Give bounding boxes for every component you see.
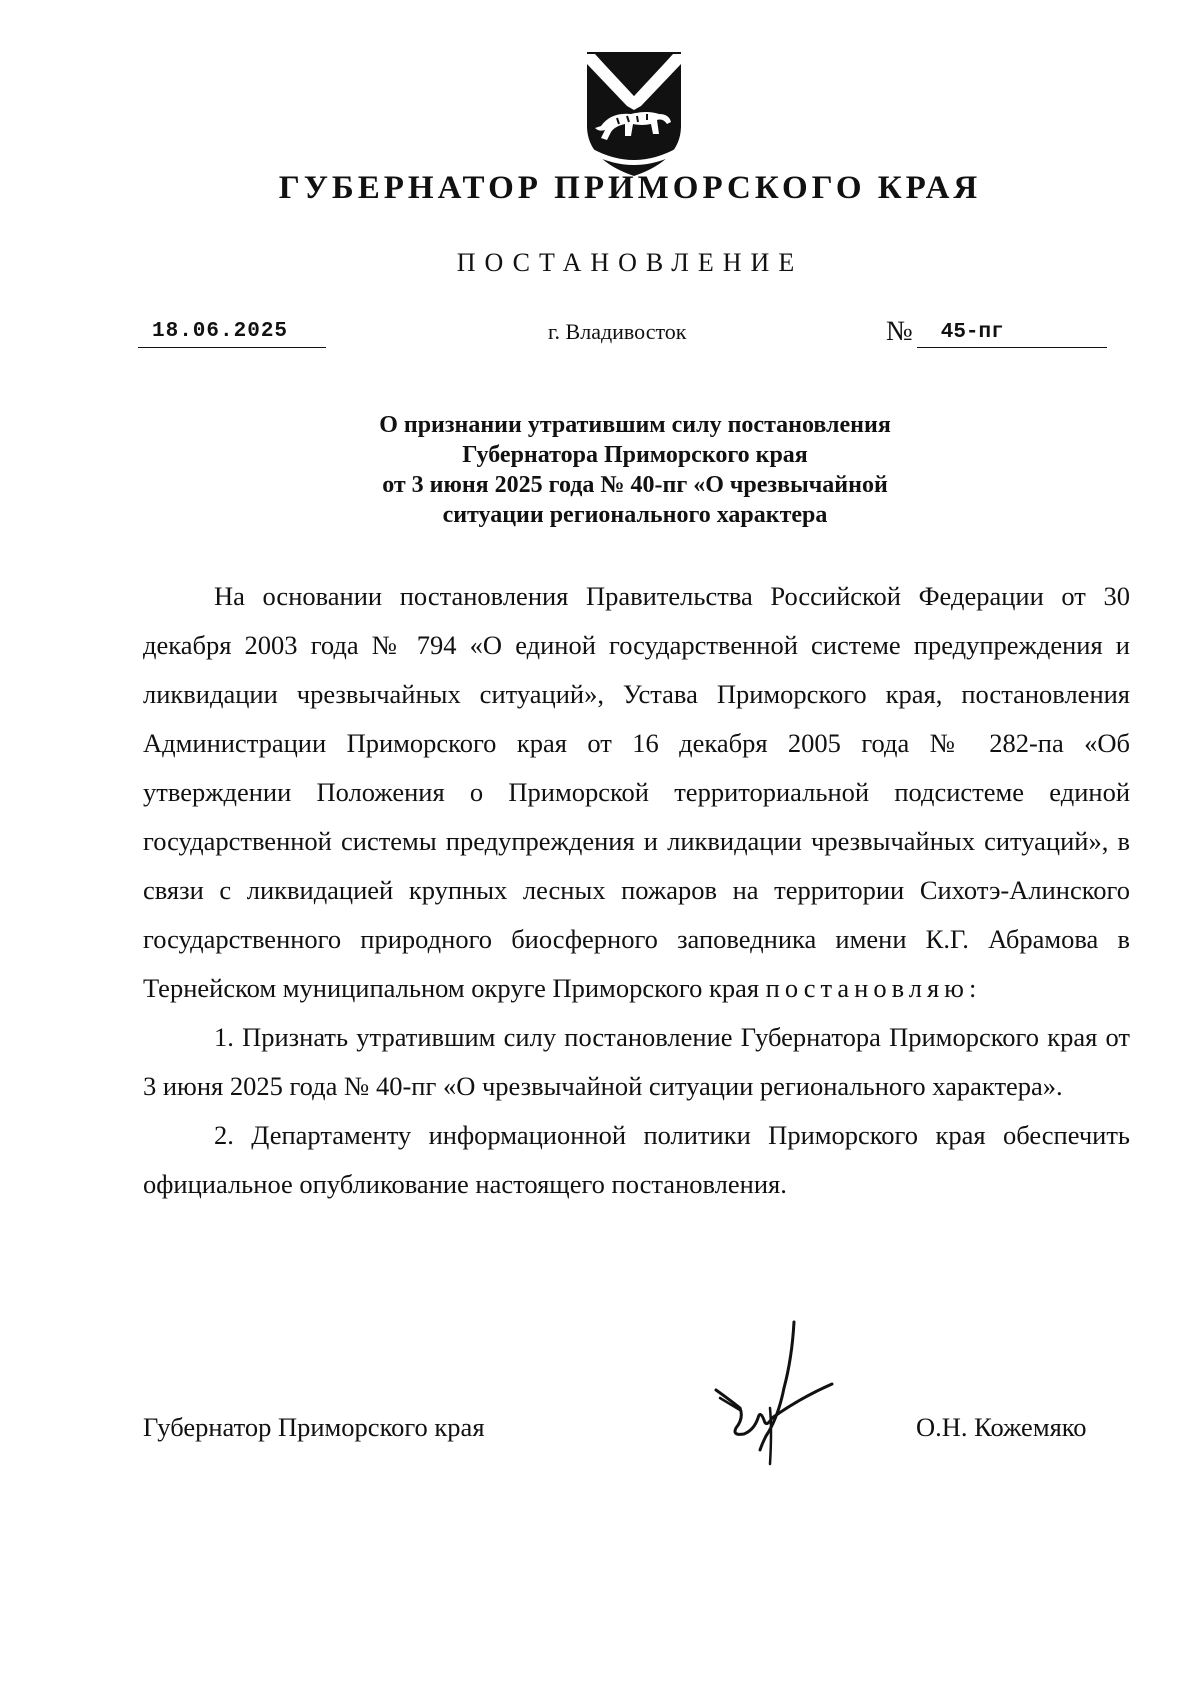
document-body bbox=[143, 572, 1130, 1209]
signatory-position: Губернатор Приморского края bbox=[143, 1412, 485, 1442]
resolve-colon: : bbox=[968, 973, 977, 1003]
item-paragraph: 2. Департаменту информационной политики Приморского края обеспечить официальное опубликование настоящего постановления. bbox=[143, 1120, 1130, 1199]
subject-line: ситуации регионального характера bbox=[442, 502, 828, 528]
preamble-text: На основании постановления Правительства Российской Федерации от 30 декабря 2003 года № 794 «О единой государственной системе предупреждения и ликвидации чрезвычайных ситуаций», Устава Приморского края, постановления Администрации Приморского края от 16 декабря 2005 года № 282-па «Об утверждении Положения о Приморской территориальной подсистеме единой государственной системы предупреждения и ликвидации чрезвычайных ситуаций», в связи с ликвидацией крупных лесных пожаров на территории Сихотэ-Алинского государственного природного биосферного заповедника имени К.Г. Абрамова в Тернейском муниципальном округе Приморского края bbox=[143, 581, 1130, 1003]
subject-line: от 3 июня 2025 года № 40-пг «О чрезвычайной bbox=[382, 472, 888, 498]
document-date: 18.06.2025 bbox=[138, 318, 326, 348]
subject-line: Губернатора Приморского края bbox=[462, 442, 808, 468]
item-paragraph: 1. Признать утратившим силу постановление Губернатора Приморского края от 3 июня 2025 года № 40-пг «О чрезвычайной ситуации регионального характера». bbox=[143, 1022, 1130, 1101]
primorsky-krai-coat-of-arms-icon bbox=[581, 48, 687, 180]
document-number: 45-пг bbox=[917, 319, 1107, 348]
document-number-block bbox=[886, 312, 1107, 348]
signatory-name: О.Н. Кожемяко bbox=[916, 1412, 1087, 1442]
document-subject bbox=[0, 410, 1200, 530]
document-type: ПОСТАНОВЛЕНИЕ bbox=[456, 248, 804, 277]
number-sign: № bbox=[886, 316, 913, 347]
resolve-word: постановляю bbox=[765, 973, 969, 1003]
document-city: г. Владивосток bbox=[548, 319, 687, 344]
preamble-paragraph bbox=[143, 572, 1130, 1013]
subject-line: О признании утратившим силу постановления bbox=[379, 412, 891, 438]
handwritten-signature-icon bbox=[700, 1318, 850, 1468]
organization-title: ГУБЕРНАТОР ПРИМОРСКОГО КРАЯ bbox=[278, 170, 982, 206]
